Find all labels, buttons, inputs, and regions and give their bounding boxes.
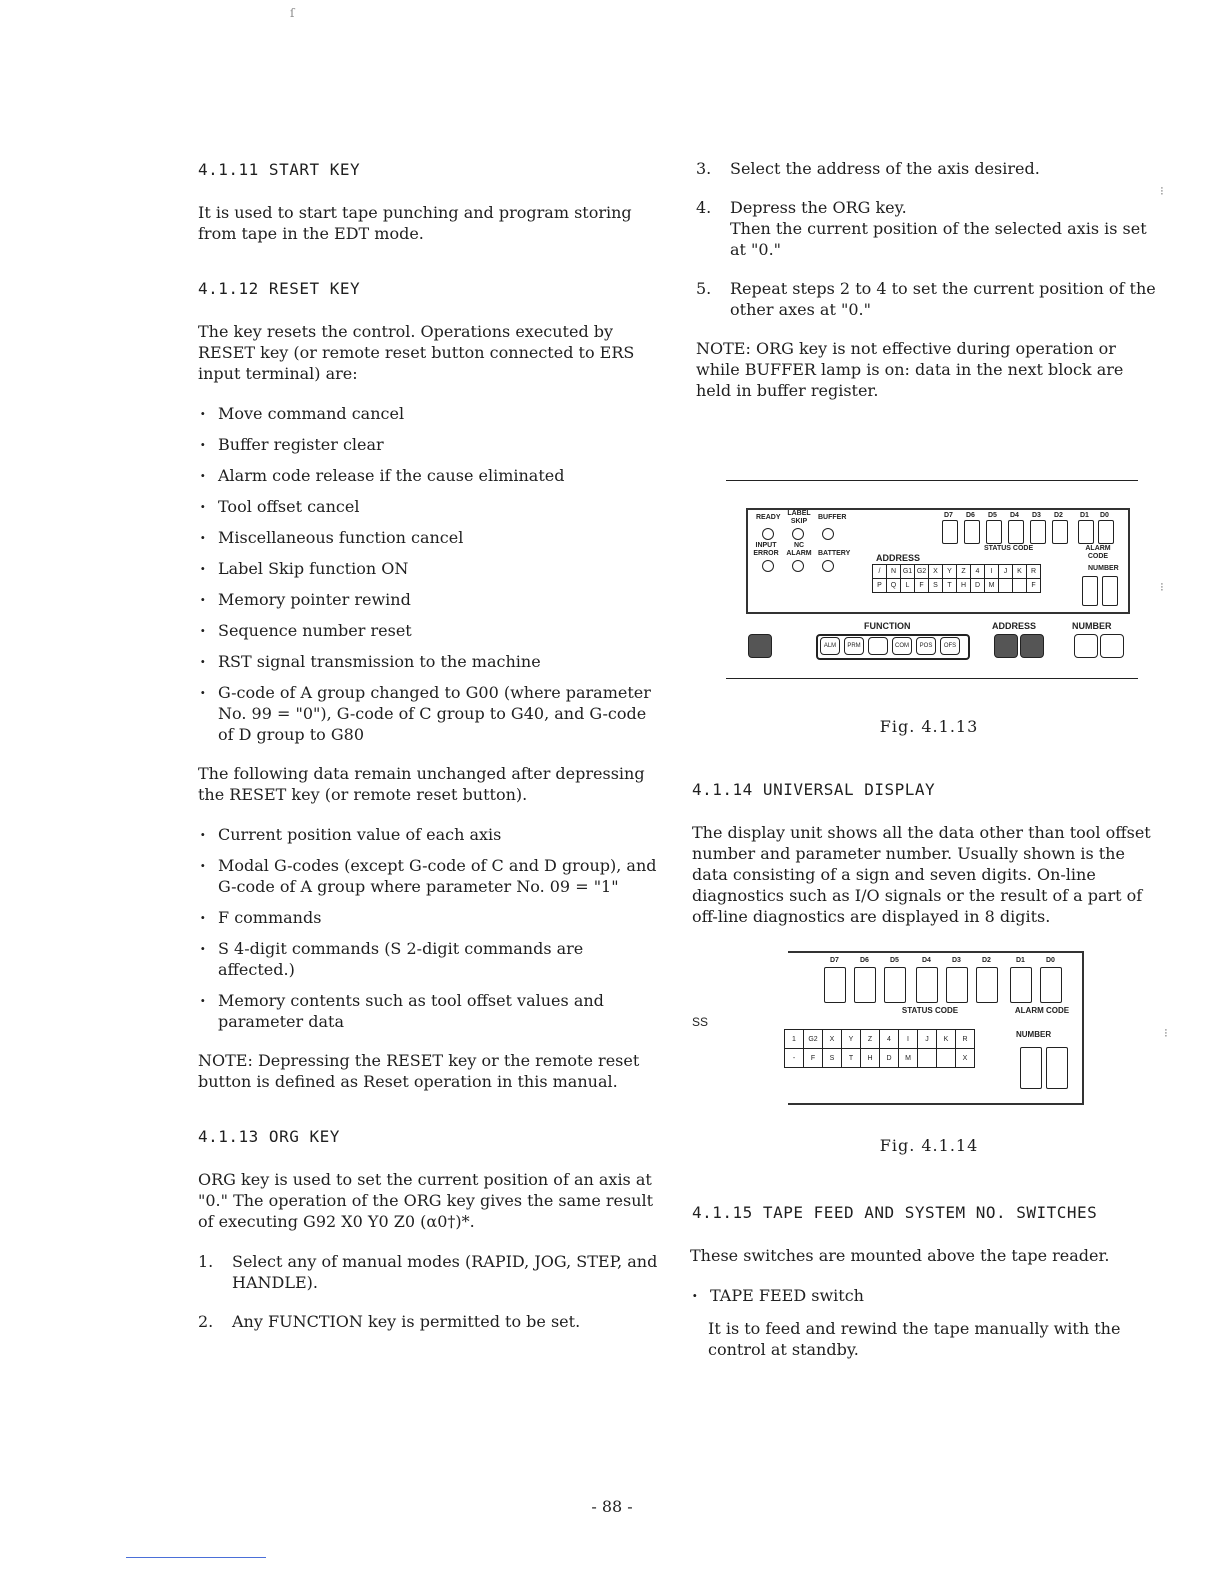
grid-cell: F <box>804 1049 823 1068</box>
list-item: · Tool offset cancel <box>198 496 660 517</box>
figure-caption-4-1-14: Fig. 4.1.14 <box>879 1136 979 1155</box>
section-heading-tape-feed: 4.1.15 TAPE FEED AND SYSTEM NO. SWITCHES <box>692 1203 1098 1222</box>
lamp-label-label-skip: LABEL SKIP <box>787 510 811 525</box>
grid-cell: X <box>956 1049 975 1068</box>
step-body <box>730 197 1162 260</box>
grid-cell: H <box>957 579 971 593</box>
grid-cell: R <box>1027 565 1041 579</box>
digit-label-d0: D0 <box>1100 512 1109 519</box>
step-text: Any FUNCTION key is permitted to be set. <box>232 1312 581 1331</box>
list-item: · Memory pointer rewind <box>198 589 660 610</box>
page-number: - 88 - <box>591 1497 633 1516</box>
nc-alarm-lamp <box>792 560 804 572</box>
grid-cell: P <box>873 579 887 593</box>
start-key-paragraph: It is used to start tape punching and program storing from tape in the EDT mode. <box>198 203 632 243</box>
list-item <box>198 1251 660 1293</box>
list-item: · TAPE FEED switch <box>690 1285 1162 1306</box>
number-down-key[interactable] <box>1100 634 1124 658</box>
display-digit <box>1098 520 1114 544</box>
ready-lamp <box>762 528 774 540</box>
buffer-lamp <box>822 528 834 540</box>
list-item <box>696 278 1162 320</box>
grid-cell: T <box>943 579 957 593</box>
grid-cell: J <box>918 1030 937 1049</box>
list-item: · Label Skip function ON <box>198 558 660 579</box>
number-digit <box>1046 1047 1068 1089</box>
alm-key[interactable]: ALM <box>820 637 840 655</box>
display-panel <box>746 508 1130 614</box>
address-grid <box>784 1029 975 1068</box>
display-digit <box>1078 520 1094 544</box>
number-digit <box>1020 1047 1042 1089</box>
list-item: · Sequence number reset <box>198 620 660 641</box>
step-number: 4. <box>696 198 712 217</box>
display-digit <box>942 520 958 544</box>
address-up-key[interactable] <box>994 634 1018 658</box>
grid-cell: / <box>873 565 887 579</box>
step-text: Repeat steps 2 to 4 to set the current position of the other axes at "0." <box>730 279 1156 319</box>
number-up-key[interactable] <box>1074 634 1098 658</box>
status-code-label: STATUS CODE <box>984 545 1034 552</box>
grid-cell: Y <box>943 565 957 579</box>
universal-display-paragraph: The display unit shows all the data other than tool offset number and parameter number. Usually shown is the data consisting of a sign and seven digits. On-line diagnostics such as I/O signals or the result of a part of off-line diagnostics are displayed in 8 digits. <box>692 823 1151 926</box>
number-label: NUMBER <box>1016 1030 1052 1039</box>
figure-rule-top <box>726 480 1138 481</box>
address-down-key[interactable] <box>1020 634 1044 658</box>
display-digit <box>946 967 968 1003</box>
display-digit <box>1010 967 1032 1003</box>
reset-operations-list <box>198 403 660 745</box>
list-item: · Miscellaneous function cancel <box>198 527 660 548</box>
list-item <box>696 158 1162 179</box>
list-item: · S 4-digit commands (S 2-digit commands are affected.) <box>198 938 660 980</box>
lamp-label-ready: READY <box>756 514 781 521</box>
grid-cell: G2 <box>804 1030 823 1049</box>
list-item: · RST signal transmission to the machine <box>198 651 660 672</box>
figure-rule-bottom <box>726 678 1138 679</box>
step-text: Select any of manual modes (RAPID, JOG, STEP, and HANDLE). <box>232 1252 658 1292</box>
grid-cell: Y <box>842 1030 861 1049</box>
grid-cell: S <box>823 1049 842 1068</box>
input-error-lamp <box>762 560 774 572</box>
unchanged-data-paragraph: The following data remain unchanged after depressing the RESET key (or remote reset button). <box>198 764 645 804</box>
scan-mark: ⁝ <box>1160 580 1164 594</box>
digit-label-d3: D3 <box>952 957 961 964</box>
display-digit <box>884 967 906 1003</box>
right-column <box>690 158 1162 1379</box>
function-keys-label: FUNCTION <box>864 621 911 631</box>
prm-key[interactable]: PRM <box>844 637 864 655</box>
list-item <box>696 197 1162 260</box>
address-grid <box>872 564 1041 593</box>
digit-label-d7: D7 <box>830 957 839 964</box>
step-text-continued: Then the current position of the selected axis is set at "0." <box>730 219 1147 259</box>
step-number: 3. <box>696 159 712 178</box>
grid-cell: 4 <box>880 1030 899 1049</box>
list-item: · Modal G-codes (except G-code of C and D group), and G-code of A group where parameter No. 09 = "1" <box>198 855 660 897</box>
grid-cell: G1 <box>901 565 915 579</box>
step-number: 1. <box>198 1252 214 1271</box>
digit-label-d6: D6 <box>966 512 975 519</box>
step-text: Select the address of the axis desired. <box>730 159 1040 178</box>
digit-label-d0: D0 <box>1046 957 1055 964</box>
display-digit <box>854 967 876 1003</box>
figure-4-1-14 <box>692 951 1162 1121</box>
section-heading-org-key: 4.1.13 ORG KEY <box>198 1127 340 1146</box>
grid-cell: K <box>937 1030 956 1049</box>
grid-cell: X <box>823 1030 842 1049</box>
blank-key[interactable] <box>868 637 888 655</box>
digit-label-d5: D5 <box>890 957 899 964</box>
digit-label-d5: D5 <box>988 512 997 519</box>
section-heading-start-key: 4.1.11 START KEY <box>198 160 361 179</box>
digit-label-d1: D1 <box>1080 512 1089 519</box>
grid-cell: S <box>929 579 943 593</box>
alarm-code-label: ALARM CODE <box>1085 545 1111 560</box>
com-key[interactable]: COM <box>892 637 912 655</box>
list-item: · Alarm code release if the cause eliminated <box>198 465 660 486</box>
number-keys-label: NUMBER <box>1072 621 1112 631</box>
scan-mark: ⁝ <box>1160 184 1164 198</box>
section-heading-reset-key: 4.1.12 RESET KEY <box>198 279 361 298</box>
list-item: · Buffer register clear <box>198 434 660 455</box>
grid-cell <box>999 579 1013 593</box>
reset-note: NOTE: Depressing the RESET key or the remote reset button is defined as Reset operation in this manual. <box>198 1051 640 1091</box>
org-steps-continued <box>696 158 1162 320</box>
display-digit <box>824 967 846 1003</box>
display-digit <box>986 520 1002 544</box>
number-digit <box>1102 576 1118 606</box>
org-note: NOTE: ORG key is not effective during operation or while BUFFER lamp is on: data in the next block are held in buffer register. <box>696 339 1124 400</box>
digit-label-d4: D4 <box>1010 512 1019 519</box>
digit-label-d2: D2 <box>1054 512 1063 519</box>
lamp-label-battery: BATTERY <box>818 550 851 557</box>
alarm-code-label: ALARM CODE <box>1014 1006 1070 1015</box>
step-text: Depress the ORG key. <box>730 198 907 217</box>
grid-cell: D <box>880 1049 899 1068</box>
section-heading-universal-display: 4.1.14 UNIVERSAL DISPLAY <box>692 780 936 799</box>
grid-cell: 4 <box>971 565 985 579</box>
grid-cell: J <box>999 565 1013 579</box>
org-key[interactable] <box>748 634 772 658</box>
tape-feed-description: It is to feed and rewind the tape manually with the control at standby. <box>708 1319 1121 1359</box>
lamp-label-input-error: INPUT ERROR <box>753 542 779 557</box>
grid-cell: R <box>956 1030 975 1049</box>
grid-cell <box>918 1049 937 1068</box>
step-number: 5. <box>696 279 712 298</box>
grid-cell: Z <box>861 1030 880 1049</box>
display-digit <box>976 967 998 1003</box>
grid-cell <box>937 1049 956 1068</box>
switch-list <box>696 1285 1162 1306</box>
list-item: · F commands <box>198 907 660 928</box>
digit-label-d1: D1 <box>1016 957 1025 964</box>
lamp-label-nc-alarm: NC ALARM <box>786 542 812 557</box>
address-keys-label: ADDRESS <box>992 621 1037 631</box>
function-keys-row <box>816 634 970 660</box>
display-digit <box>916 967 938 1003</box>
scan-mark: ⁝ <box>1164 1026 1168 1040</box>
digit-label-d6: D6 <box>860 957 869 964</box>
grid-cell: X <box>929 565 943 579</box>
grid-cell: N <box>887 565 901 579</box>
address-label-partial: SS <box>692 1015 709 1029</box>
list-item: · G-code of A group changed to G00 (where parameter No. 99 = "0"), G-code of C group to G40, and G-code of D group to G80 <box>198 682 660 745</box>
left-column <box>198 158 660 1350</box>
footer-rule <box>126 1557 266 1558</box>
list-item: · Move command cancel <box>198 403 660 424</box>
pos-key[interactable]: POS <box>916 637 936 655</box>
grid-cell: G2 <box>915 565 929 579</box>
list-item: · Memory contents such as tool offset values and parameter data <box>198 990 660 1032</box>
tape-feed-paragraph: These switches are mounted above the tape reader. <box>690 1246 1110 1265</box>
reset-key-paragraph: The key resets the control. Operations executed by RESET key (or remote reset button connected to ERS input terminal) are: <box>198 322 635 383</box>
grid-cell: F <box>915 579 929 593</box>
ofs-key[interactable]: OFS <box>940 637 960 655</box>
label-skip-lamp <box>792 528 804 540</box>
grid-cell: Q <box>887 579 901 593</box>
grid-cell: T <box>842 1049 861 1068</box>
display-digit <box>1052 520 1068 544</box>
grid-cell: L <box>901 579 915 593</box>
grid-cell: I <box>985 565 999 579</box>
unchanged-data-list <box>198 824 660 1032</box>
scan-mark: ſ <box>290 6 295 20</box>
org-steps-list <box>198 1251 660 1332</box>
battery-lamp <box>822 560 834 572</box>
grid-cell: F <box>1027 579 1041 593</box>
grid-cell: I <box>899 1030 918 1049</box>
grid-cell: M <box>899 1049 918 1068</box>
step-number: 2. <box>198 1312 214 1331</box>
lamp-label-buffer: BUFFER <box>818 514 847 521</box>
display-digit <box>1030 520 1046 544</box>
display-digit <box>964 520 980 544</box>
figure-caption-4-1-13: Fig. 4.1.13 <box>879 717 979 736</box>
grid-cell: M <box>985 579 999 593</box>
digit-label-d7: D7 <box>944 512 953 519</box>
address-label: ADDRESS <box>876 553 921 563</box>
display-panel-partial <box>692 951 1084 1105</box>
number-label: NUMBER <box>1088 565 1119 572</box>
display-digit <box>1008 520 1024 544</box>
grid-cell: K <box>1013 565 1027 579</box>
digit-label-d2: D2 <box>982 957 991 964</box>
grid-cell: 1 <box>785 1030 804 1049</box>
display-digit <box>1040 967 1062 1003</box>
org-key-paragraph: ORG key is used to set the current position of an axis at "0." The operation of the ORG key gives the same result of executing G92 X0 Y0 Z0 (α0†)*. <box>198 1170 654 1231</box>
grid-cell: H <box>861 1049 880 1068</box>
figure-4-1-13 <box>696 420 1162 710</box>
grid-cell <box>1013 579 1027 593</box>
number-digit <box>1082 576 1098 606</box>
grid-cell: Z <box>957 565 971 579</box>
list-item <box>198 1311 660 1332</box>
digit-label-d4: D4 <box>922 957 931 964</box>
grid-cell: - <box>785 1049 804 1068</box>
digit-label-d3: D3 <box>1032 512 1041 519</box>
status-code-label: STATUS CODE <box>901 1006 959 1015</box>
list-item: · Current position value of each axis <box>198 824 660 845</box>
grid-cell: D <box>971 579 985 593</box>
